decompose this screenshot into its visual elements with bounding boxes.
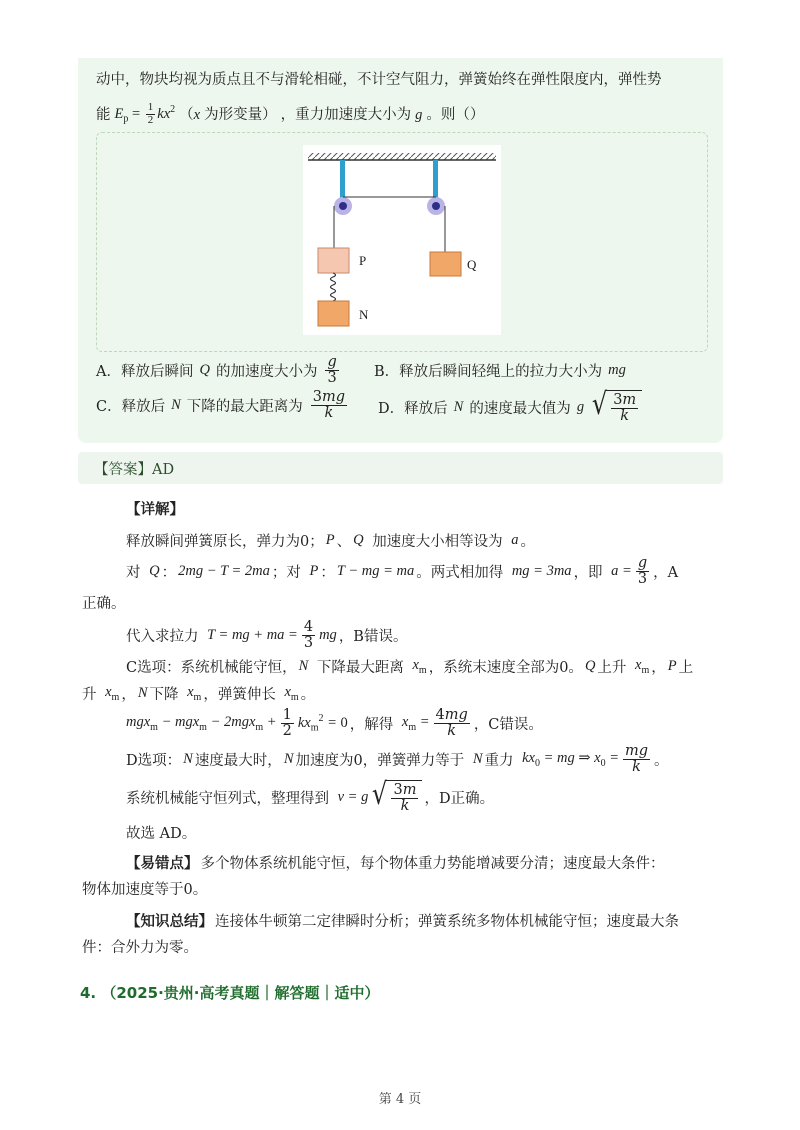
option-d[interactable]: D．释放后 N 的速度最大值为 g √ $\frac{3m}{k}$: [378, 390, 642, 424]
error-prone-line-2: 物体加速度等于0。: [82, 882, 208, 898]
summary-line-1: 【知识总结】 连接体牛顿第二定律瞬时分析；弹簧系统多物体机械能守恒；速度最大条: [126, 913, 679, 930]
page-number: 第 4 页: [378, 1092, 422, 1107]
ceiling-hatch: [308, 153, 496, 160]
option-b[interactable]: B．释放后瞬间轻绳上的拉力大小为 mg: [374, 362, 626, 380]
option-c[interactable]: C．释放后 N 下降的最大距离为 $\frac{3mg}{k}$: [96, 389, 346, 422]
elastic-energy-formula: $E_p$ = $\frac{1}{2}$ $kx^2$: [114, 101, 176, 126]
solution-line-6: 升 $x_m$ ， N 下降 $x_m$ ，弹簧伸长 $x_m$ 。: [82, 684, 316, 703]
solution-line-1: 释放瞬间弹簧原长，弹力为0； P 、 Q 加速度大小相等设为 a 。: [126, 532, 536, 550]
label-Q: Q: [467, 257, 477, 272]
solution-line-3: 正确。: [82, 596, 126, 612]
label-N: N: [359, 307, 369, 322]
label-P: P: [359, 253, 367, 268]
error-prone-line-1: 【易错点】 多个物体系统机能守恒，每个物体重力势能增减要分清；速度最大条件：: [126, 855, 665, 872]
solution-line-4: 代入求拉力 T = mg + ma = $\frac{4}{3}$ mg ，B错误。: [126, 619, 408, 652]
block-P: [318, 248, 349, 273]
solution-line-7: mgx$_m$ − mgx$_m$ − 2mgx$_m$ + $\frac{1}{2}$ $kx_m^2 = 0$ ，解得 $x_m$ = $\frac{4mg}{k}$ ，C错误。: [126, 707, 543, 740]
block-Q: [430, 252, 461, 276]
pulley-spring-figure: [303, 145, 501, 335]
solution-line-5: C选项：系统机械能守恒， N 下降最大距离 $x_m$ ，系统末速度全部为0。 Q 上升 $x_m$ ， P 上: [126, 657, 694, 676]
solution-conclusion: 故选 AD。: [126, 826, 197, 842]
option-a[interactable]: A．释放后瞬间 Q 的加速度大小为 $\frac{g}{3}$: [96, 354, 337, 387]
answer-bar: 【答案】AD: [78, 452, 723, 484]
summary-line-2: 件：合外力为零。: [82, 940, 198, 956]
solution-heading: 【详解】: [126, 501, 184, 518]
question-line-2: 能 $E_p$ = $\frac{1}{2}$ $kx^2$ （x 为形变量） ，重力加速度大小为 g 。则（）: [96, 100, 484, 130]
solution-line-2: 对 Q ： 2mg − T = 2ma ；对 P ： T − mg = ma 。两式相加得 mg = 3ma ，即 a = $\frac{g}{3}$ ，A: [126, 555, 679, 588]
block-N: [318, 301, 349, 326]
solution-line-8: D选项： N 速度最大时， N 加速度为0，弹簧弹力等于 N 重力 $kx_0$ = mg ⇒ $x_0$ = $\frac{mg}{k}$ 。: [126, 743, 669, 776]
next-question-header: 4. （2025·贵州·高考真题｜解答题｜适中）: [80, 984, 380, 1002]
question-line-1: 动中，物块均视为质点且不与滑轮相碰，不计空气阻力，弹簧始终在弹性限度内，弹性势: [96, 72, 662, 88]
solution-line-9: 系统机械能守恒列式，整理得到 v = g √ $\frac{3m}{k}$ ，D正确。: [126, 777, 495, 815]
